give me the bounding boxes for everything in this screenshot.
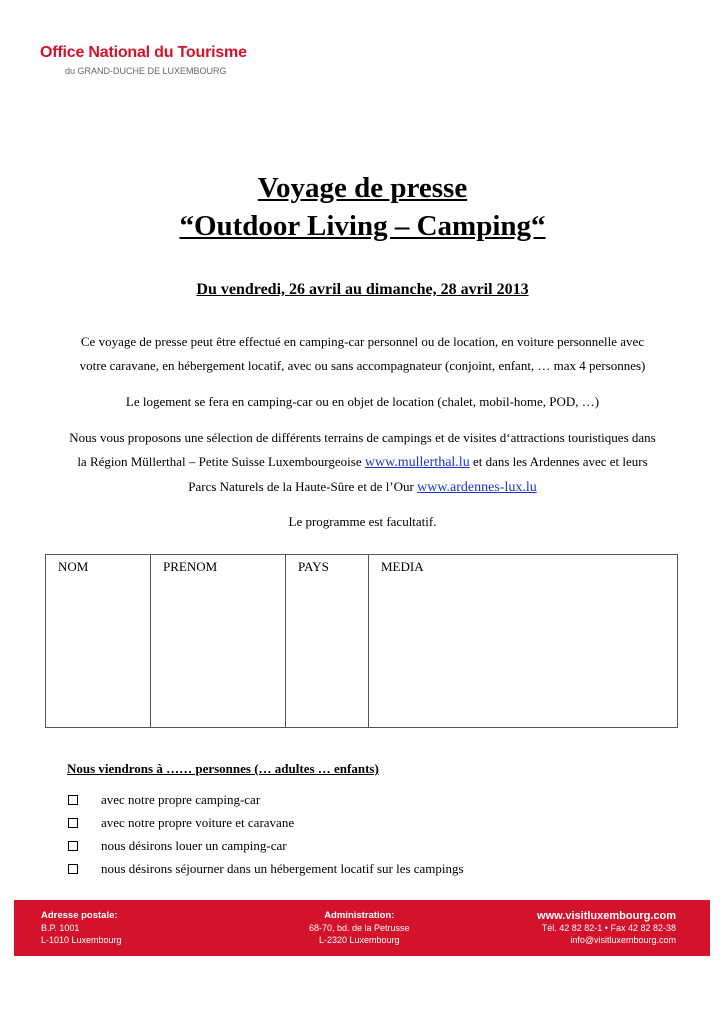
brand-logo bbox=[40, 44, 247, 76]
footer-admin-heading: Administration: bbox=[324, 910, 395, 921]
col-header-prenom: PRENOM bbox=[151, 555, 286, 580]
footer-bar bbox=[14, 900, 710, 956]
page-title: Voyage de presse bbox=[257, 172, 468, 204]
footer-email[interactable]: info@visitluxembourg.com bbox=[570, 935, 676, 945]
checkbox-icon[interactable] bbox=[68, 818, 78, 828]
cell-media[interactable] bbox=[369, 579, 678, 728]
selection-line-2b: et dans les Ardennes avec et leurs bbox=[469, 454, 648, 469]
intro-paragraph bbox=[50, 330, 675, 378]
cell-nom[interactable] bbox=[46, 579, 151, 728]
event-dates: Du vendredi, 26 avril au dimanche, 28 avril 2013 bbox=[196, 281, 529, 298]
mullerthal-link[interactable]: www.mullerthal.lu bbox=[364, 455, 470, 470]
checkbox-icon[interactable] bbox=[68, 795, 78, 805]
col-header-pays: PAYS bbox=[286, 555, 369, 580]
option-item[interactable] bbox=[66, 788, 464, 811]
program-note: Le programme est facultatif. bbox=[288, 514, 437, 529]
intro-line-1: Ce voyage de presse peut être effectué en camping-car personnel ou de location, en voiture personnelle avec bbox=[80, 334, 645, 349]
col-header-media: MEDIA bbox=[369, 555, 678, 580]
footer-contact bbox=[537, 910, 676, 946]
col-header-nom: NOM bbox=[46, 555, 151, 580]
ardennes-link[interactable]: www.ardennes-lux.lu bbox=[417, 480, 537, 495]
option-label: nous désirons séjourner dans un hébergement locatif sur les campings bbox=[101, 860, 464, 876]
footer-admin-line1: 68-70, bd. de la Petrusse bbox=[309, 923, 410, 933]
option-item[interactable] bbox=[66, 857, 464, 880]
options-list bbox=[66, 788, 464, 880]
option-label: nous désirons louer un camping-car bbox=[101, 837, 287, 853]
selection-line-3: Parcs Naturels de la Haute-Sûre et de l’Our bbox=[188, 479, 418, 494]
cell-pays[interactable] bbox=[286, 579, 369, 728]
footer-admin-line2: L-2320 Luxembourg bbox=[319, 935, 400, 945]
footer-website[interactable]: www.visitluxembourg.com bbox=[537, 910, 676, 922]
option-item[interactable] bbox=[66, 811, 464, 834]
registration-table bbox=[45, 554, 678, 728]
option-label: avec notre propre voiture et caravane bbox=[101, 814, 295, 830]
org-name: Office National du Tourisme bbox=[40, 44, 247, 61]
selection-line-2a: la Région Müllerthal – Petite Suisse Luxembourgeoise bbox=[77, 454, 365, 469]
intro-line-2: votre caravane, en hébergement locatif, avec ou sans accompagnateur (conjoint, enfant, … max 4 personnes) bbox=[79, 358, 646, 373]
attendance-question: Nous viendrons à …… personnes (… adultes … enfants) bbox=[67, 761, 379, 776]
footer-postal bbox=[41, 910, 122, 946]
cell-prenom[interactable] bbox=[151, 579, 286, 728]
option-item[interactable] bbox=[66, 834, 464, 857]
selection-line-1: Nous vous proposons une sélection de différents terrains de campings et de visites d‘attractions touristiques dans bbox=[69, 430, 656, 445]
page-title-event: “Outdoor Living – Camping“ bbox=[179, 210, 546, 242]
lodging-paragraph: Le logement se fera en camping-car ou en objet de location (chalet, mobil-home, POD, …) bbox=[125, 394, 600, 409]
checkbox-icon[interactable] bbox=[68, 841, 78, 851]
option-label: avec notre propre camping-car bbox=[101, 791, 261, 807]
footer-postal-heading: Adresse postale: bbox=[41, 910, 118, 921]
org-subtitle: du GRAND-DUCHE DE LUXEMBOURG bbox=[65, 66, 227, 76]
footer-postal-line1: B.P. 1001 bbox=[41, 923, 80, 933]
footer-admin bbox=[309, 910, 410, 946]
selection-paragraph bbox=[50, 426, 675, 500]
checkbox-icon[interactable] bbox=[68, 864, 78, 874]
footer-postal-line2: L-1010 Luxembourg bbox=[41, 935, 122, 945]
footer-phone-fax: Tél. 42 82 82-1 • Fax 42 82 82-38 bbox=[541, 923, 676, 933]
